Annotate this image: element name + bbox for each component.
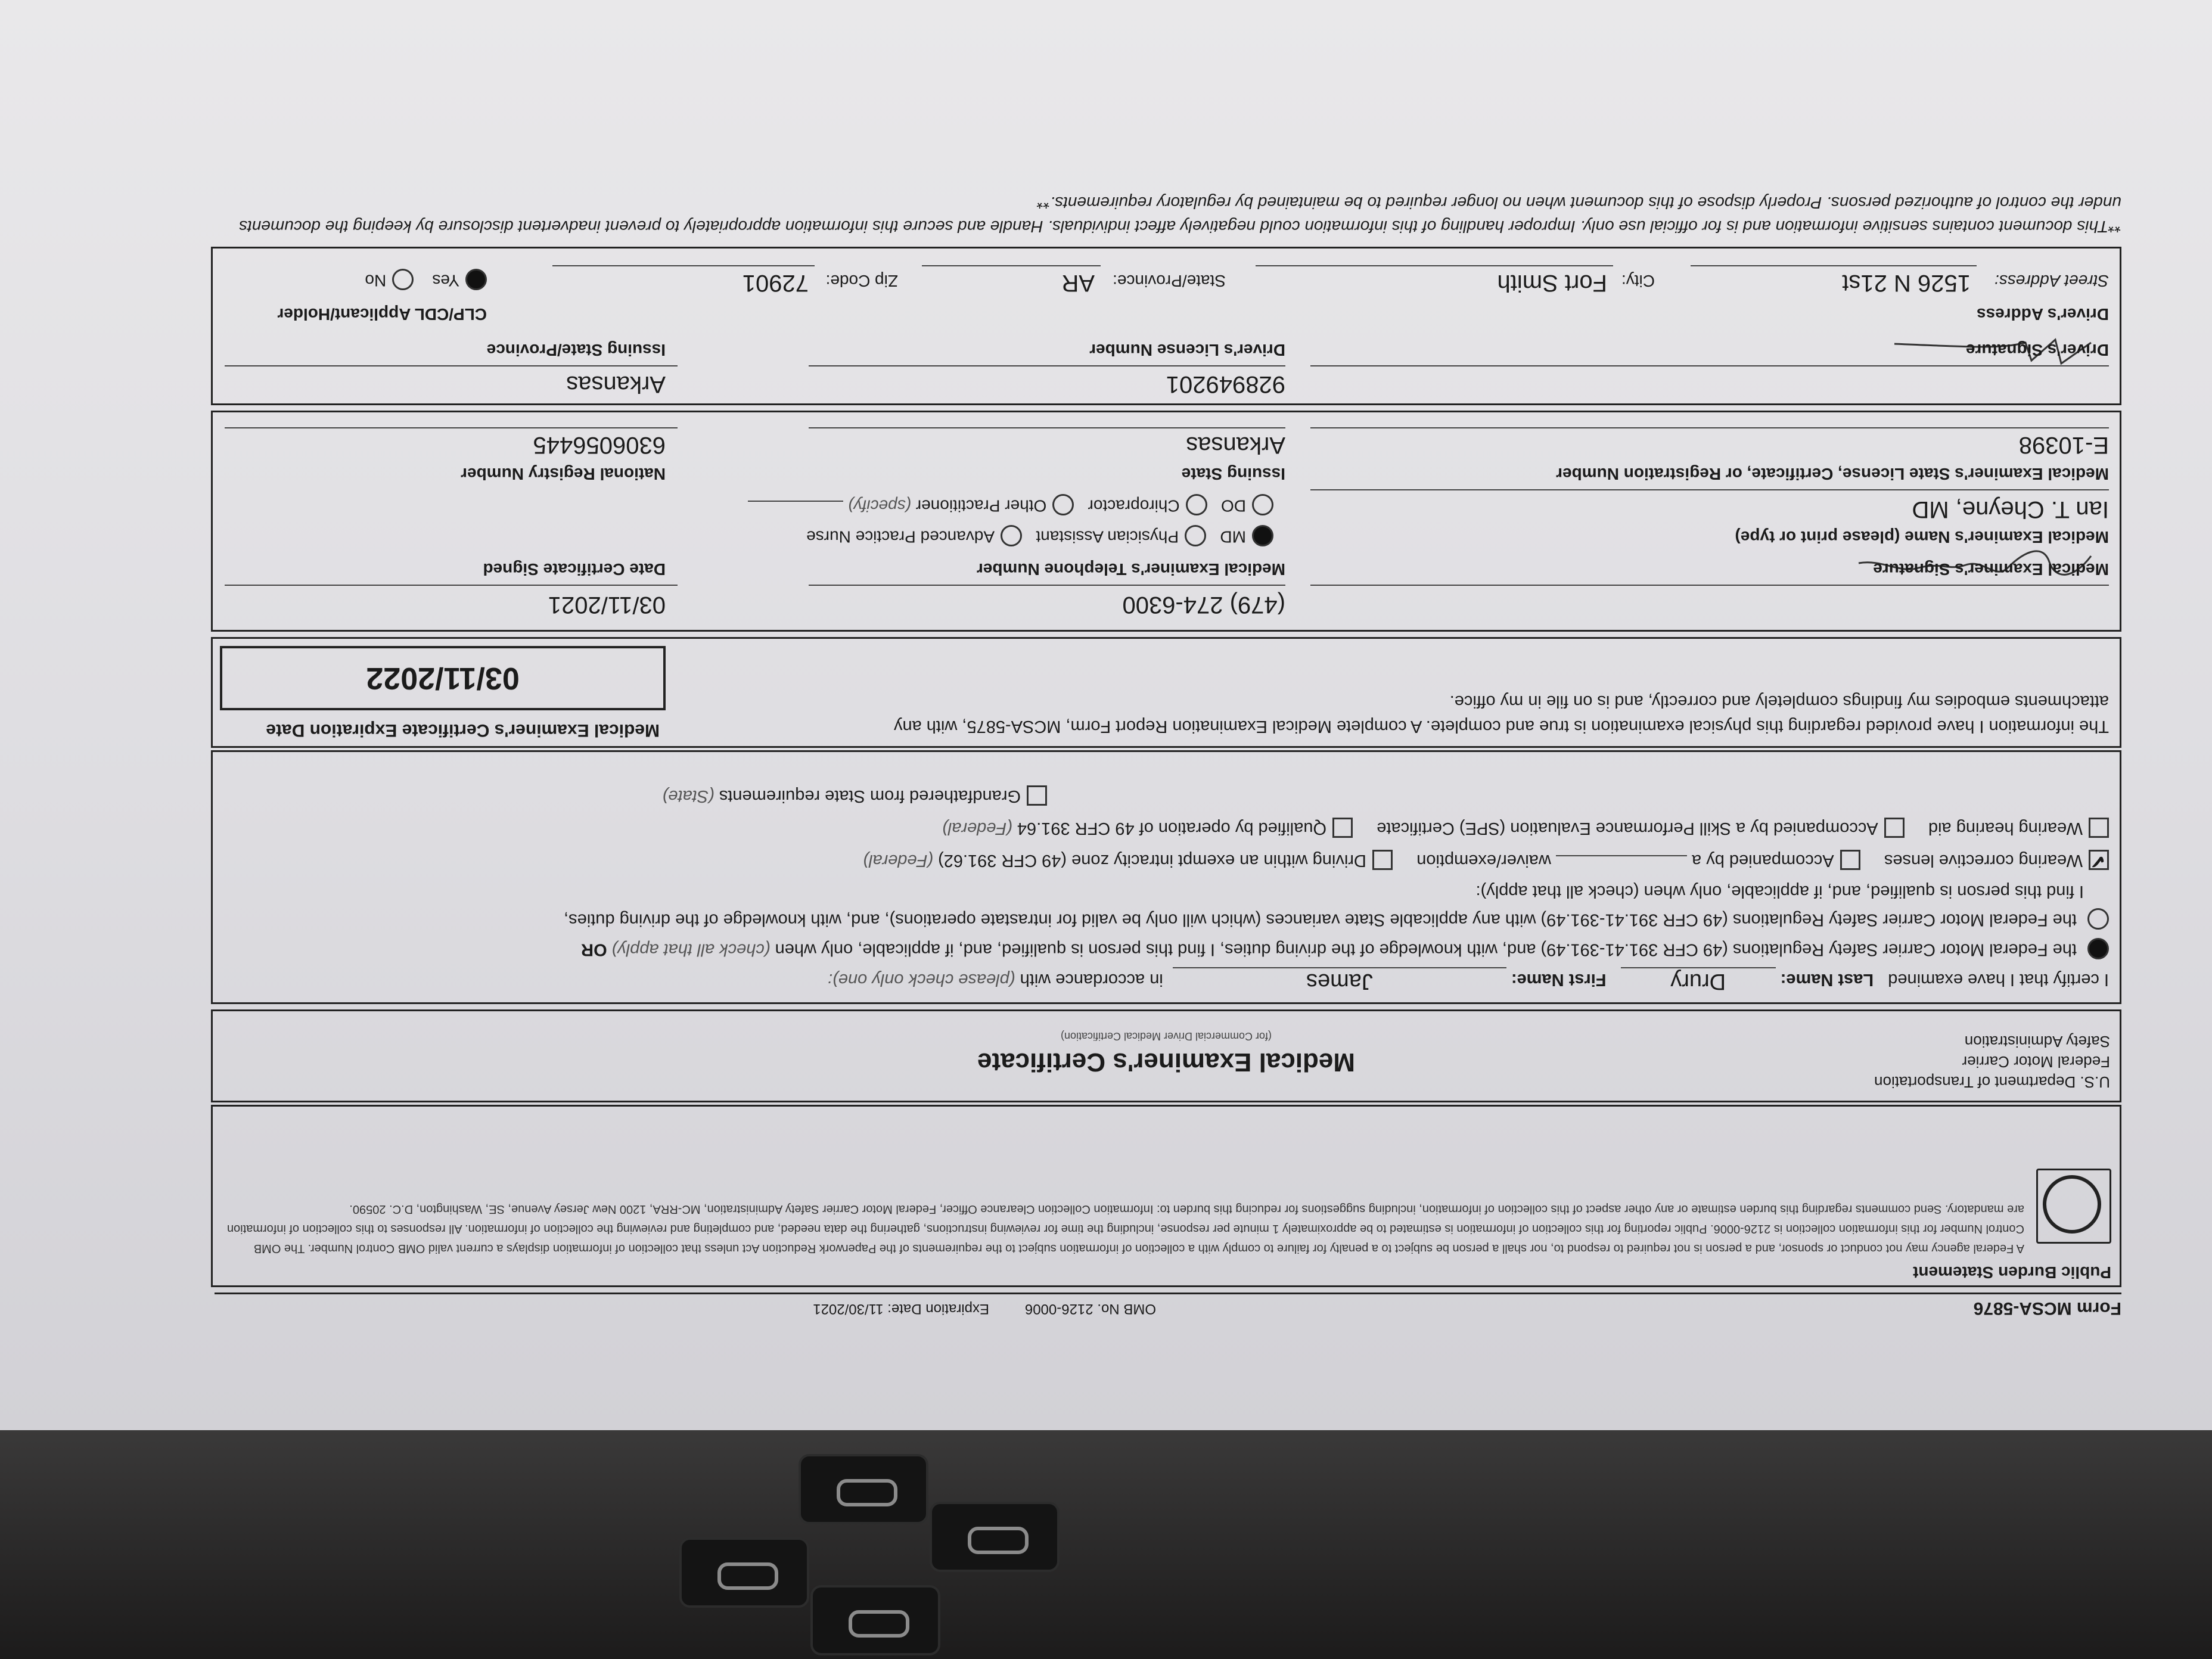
license-value: E-10398 <box>2018 432 2109 458</box>
driver-state-value: Arkansas <box>566 371 666 397</box>
date-signed-label: Date Certificate Signed <box>483 560 666 579</box>
intracity-checkbox[interactable] <box>1372 850 1393 870</box>
expiration-date-field[interactable]: 03/11/2022 <box>220 646 666 710</box>
driver-license-value: 928949201 <box>1166 371 1285 397</box>
window-switch <box>810 1585 940 1655</box>
pa-radio[interactable] <box>1185 525 1206 546</box>
burden-text: A Federal agency may not conduct or sponsor, and a person is not required to respond to, nor shall a person be subject to a penalty for failure to comply with a collection of information subject to the requirements of the Paperwork Reduction Act unless that collection of information displays a current valid OMB Control Number. The OMB Control Number for this information collection is 2126-0006. Public reporting for this collection of information is estimated to be approximately 1 minute per response, including the time for reviewing instructions, gathering the data needed, and completing and reviewing the collection of information. All responses to this collection of information are mandatory. Send comments regarding this burden estimate or any other aspect of this collection of information, including suggestions for reducing this burden to: Information Collection Clearance Officer, Federal Motor Carrier Safety Administration, MC-RRA, 1200 New Jersey Avenue, SE, Washington, D.C. 20590. <box>226 1203 2024 1255</box>
apn-radio[interactable] <box>1001 525 1022 546</box>
first-name-field[interactable]: James <box>1173 967 1506 994</box>
expiration-label: Medical Examiner's Certificate Expiration Date <box>266 720 660 740</box>
license-field[interactable] <box>1310 427 2109 428</box>
agency-name: U.S. Department of Transportation Federal Motor Carrier Safety Administration <box>1874 1033 2110 1091</box>
driver-state-label: Issuing State/Province <box>486 341 666 359</box>
examiner-signature-field[interactable] <box>1310 585 2109 586</box>
state-variance-radio[interactable] <box>2087 908 2109 930</box>
form-number: Form MCSA-5876 <box>1973 1298 2121 1318</box>
state-province-label: State/Province: <box>1113 272 1226 290</box>
certification-section <box>211 750 2121 1004</box>
option-state[interactable]: the Federal Motor Carrier Safety Regulations (49 CFR 391.41-391.49) with any applicable State variances (which will only be valid for intrastate operations), and, with knowledge of the driving duties, <box>564 908 2109 930</box>
city-label: City: <box>1621 272 1655 290</box>
sensitive-info-notice: **This document contains sensitive information and is for official use only. Improper handling of this information could negatively affect individuals. Handle and secure this information appropriately to prevent inadvertent disclosure by keeping the documents under the control of authorized persons. Properly dispose of this document when no longer required to be maintained by regulatory requirements.** <box>239 194 2121 236</box>
window-switch <box>930 1502 1060 1572</box>
grandfathered-checkbox[interactable] <box>1027 785 1047 806</box>
certificate-title: Medical Examiner's Certificate <box>977 1048 1356 1077</box>
city-value: Fort Smith <box>1497 270 1607 296</box>
zip-value: 72901 <box>742 270 809 296</box>
city-field[interactable] <box>1256 265 1613 266</box>
medical-certificate-form <box>203 155 2133 1323</box>
omb-number: OMB No. 2126-0006 <box>1024 1301 1156 1317</box>
other-practitioner-radio[interactable] <box>1052 494 1074 515</box>
form-header <box>215 1293 2121 1323</box>
street-address-label: Street Address: <box>1994 272 2109 290</box>
driver-license-field[interactable] <box>809 365 1285 366</box>
spe-checkbox[interactable] <box>1884 818 1905 838</box>
issuing-state-label: Issuing State <box>1181 465 1285 483</box>
option-state-continued: I find this person is qualified, and, if applicable, only when (check all that apply): <box>1475 882 2084 901</box>
examiner-phone-field[interactable] <box>809 585 1285 586</box>
state-province-field[interactable] <box>922 265 1101 266</box>
street-address-value: 1526 N 21st <box>1842 270 1971 296</box>
issuing-state-field[interactable] <box>809 427 1285 428</box>
driver-license-label: Driver's License Number <box>1089 341 1285 359</box>
issuing-state-value: Arkansas <box>1186 432 1285 458</box>
conditions-row-2: Wearing hearing aid Accompanied by a Skill Performance Evaluation (SPE) Certificate Qualified by operation of 49 CFR 391.64 (Federal) <box>942 818 2109 838</box>
chiropractor-radio[interactable] <box>1186 494 1207 515</box>
qualified-391-64-checkbox[interactable] <box>1332 818 1353 838</box>
examiner-phone-value: (479) 274-6300 <box>1122 592 1285 618</box>
window-switch <box>679 1537 809 1608</box>
certificate-subtitle: (for Commercial Driver Medical Certification) <box>1060 1030 1272 1042</box>
examiner-name-label: Medical Examiner's Name (please print or type) <box>1735 528 2109 546</box>
driver-section <box>211 247 2121 405</box>
clp-cdl-options: Yes No <box>365 269 487 290</box>
driver-signature-label: Driver's Signature <box>1965 341 2109 359</box>
dot-logo-icon <box>2036 1169 2111 1244</box>
burden-title: Public Burden Statement <box>1913 1263 2111 1282</box>
license-label: Medical Examiner's State License, Certificate, or Registration Number <box>1556 465 2109 483</box>
clp-yes-radio[interactable] <box>465 269 487 290</box>
examiner-type-row-1: MD Physician Assistant Advanced Practice Nurse <box>806 525 1273 546</box>
waiver-checkbox[interactable] <box>1840 850 1860 870</box>
corrective-lenses-checkbox[interactable] <box>2089 850 2109 870</box>
clp-cdl-label: CLP/CDL Applicant/Holder <box>277 305 487 324</box>
registry-field[interactable] <box>225 427 678 428</box>
zip-field[interactable] <box>552 265 815 266</box>
date-signed-field[interactable] <box>225 585 678 586</box>
md-radio[interactable] <box>1252 525 1273 546</box>
registry-label: National Registry Number <box>461 465 666 483</box>
hearing-aid-checkbox[interactable] <box>2089 818 2109 838</box>
examiner-name-field[interactable] <box>1310 489 2109 490</box>
public-burden-statement <box>211 1105 2121 1287</box>
dashboard-background <box>0 1430 2212 1659</box>
examiner-name-value: Ian T. Cheyne, MD <box>1912 496 2109 523</box>
examiner-signature-label: Medical Examiner's Signature <box>1873 560 2109 579</box>
agency-header <box>211 1009 2121 1102</box>
examiner-type-row-2: DO Chiropractor Other Practitioner (specify) <box>748 494 1273 515</box>
last-name-field[interactable]: Drury <box>1621 967 1776 994</box>
option-federal[interactable]: the Federal Motor Carrier Safety Regulations (49 CFR 391.41-391.49) and, with knowledge of the driving duties, I find this person is qualified, and, if applicable, only when (check all that apply) OR <box>581 938 2109 959</box>
window-switch <box>799 1454 928 1524</box>
driver-state-field[interactable] <box>225 365 678 366</box>
driver-address-label: Driver's Address <box>1977 305 2109 324</box>
date-signed-value: 03/11/2021 <box>548 592 666 618</box>
examiner-phone-label: Medical Examiner's Telephone Number <box>976 560 1285 579</box>
state-province-value: AR <box>1061 270 1095 296</box>
registry-value: 6306056445 <box>533 432 666 458</box>
federal-radio[interactable] <box>2087 938 2109 959</box>
attestation-section <box>211 637 2121 748</box>
conditions-row-1: ✔Wearing corrective lenses Accompanied by a waiver/exemption Driving within an exempt intracity zone (49 CFR 391.62) (Federal) <box>863 850 2109 870</box>
conditions-row-3: Grandfathered from State requirements (State) <box>663 785 1047 806</box>
examined-line: I certify that I have examined Last Name: Drury First Name: James in accordance with (please check only one): <box>828 967 2109 994</box>
driver-signature-field[interactable] <box>1310 365 2109 366</box>
form-expiration: Expiration Date: 11/30/2021 <box>813 1301 989 1317</box>
do-radio[interactable] <box>1252 494 1273 515</box>
clp-no-radio[interactable] <box>392 269 414 290</box>
attestation-text: The information I have provided regarding this physical examination is true and complete. A complete Medical Examination Report Form, MCSA-5875, with any attachments embodies my findings completely and correctly, and is on file in my office. <box>893 692 2109 736</box>
zip-label: Zip Code: <box>825 272 898 290</box>
street-address-field[interactable] <box>1691 265 1977 266</box>
examiner-section <box>211 411 2121 632</box>
